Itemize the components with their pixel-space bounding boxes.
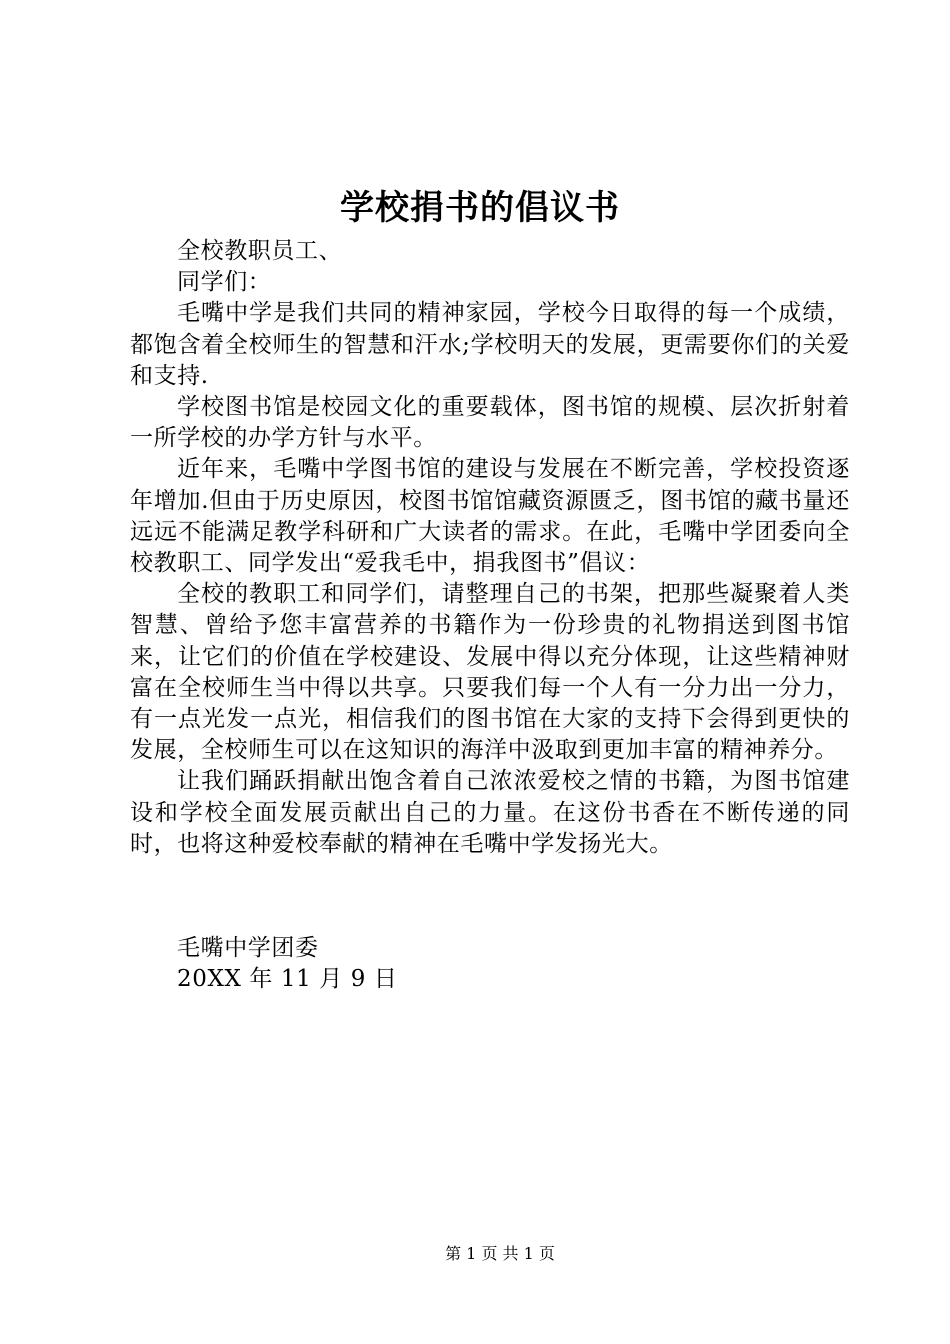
paragraph-4: 全校的教职工和同学们，请整理自己的书架，把那些凝聚着人类智慧、曾给予您丰富营养的书籍作为一份珍贵的礼物捐送到图书馆来，让它们的价值在学校建设、发展中得以充分体现，让这些精神财富在全校师生当中得以共享。只要我们每一个人有一分力出一分力，有一点光发一点光，相信我们的图书馆在大家的支持下会得到更快的发展，全校师生可以在这知识的海洋中汲取到更加丰富的精神养分。 xyxy=(130,581,850,764)
closing-block xyxy=(177,933,397,995)
paragraph-3: 近年来，毛嘴中学图书馆的建设与发展在不断完善，学校投资逐年增加.但由于历史原因，校图书馆馆藏资源匮乏，图书馆的藏书量还远远不能满足教学科研和广大读者的需求。在此，毛嘴中学团委向全校教职工、同学发出“爱我毛中，捐我图书”倡议： xyxy=(130,456,850,577)
paragraph-2: 学校图书馆是校园文化的重要载体，图书馆的规模、层次折射着一所学校的办学方针与水平。 xyxy=(130,394,850,452)
salutation-line-2: 同学们： xyxy=(177,269,272,296)
signature: 毛嘴中学团委 xyxy=(177,935,319,961)
document-title: 学校捐书的倡议书 xyxy=(340,188,620,228)
page-footer: 第 1 页 共 1 页 xyxy=(445,1244,555,1263)
salutation-line-1: 全校教职员工、 xyxy=(177,238,343,264)
document-body xyxy=(130,236,850,860)
paragraph-5: 让我们踊跃捐献出饱含着自己浓浓爱校之情的书籍，为图书馆建设和学校全面发展贡献出自己的力量。在这份书香在不断传递的同时，也将这种爱校奉献的精神在毛嘴中学发扬光大。 xyxy=(130,768,850,857)
date: 20XX 年 11 月 9 日 xyxy=(177,966,398,992)
paragraph-1: 毛嘴中学是我们共同的精神家园，学校今日取得的每一个成绩，都饱含着全校师生的智慧和汗水;学校明天的发展，更需要你们的关爱和支持. xyxy=(130,300,850,389)
